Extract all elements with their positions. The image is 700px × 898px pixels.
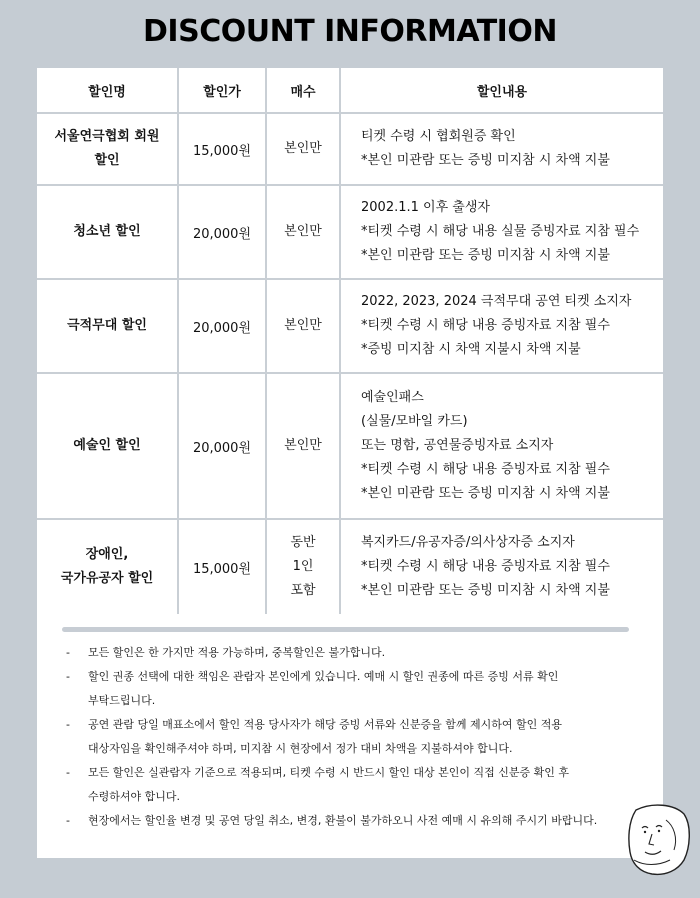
- table-row: [37, 185, 663, 279]
- details-line: 또는 명함, 공연물증빙자료 소지자: [361, 438, 554, 453]
- discount-price-cell: 15,000원: [178, 113, 266, 185]
- discount-name-line: 서울연극협회 회원: [54, 129, 160, 144]
- discount-name-line: 할인: [94, 153, 120, 168]
- discount-name-line: 국가유공자 할인: [60, 571, 154, 586]
- discount-details-cell: [340, 113, 663, 185]
- discount-price-cell: 20,000원: [178, 279, 266, 373]
- table-row: [37, 113, 663, 185]
- table-header-row: [37, 68, 663, 113]
- details-line: *본인 미관람 또는 증빙 미지참 시 차액 지불: [361, 248, 610, 263]
- quantity-cell: [266, 185, 340, 279]
- details-line: *본인 미관람 또는 증빙 미지참 시 차액 지불: [361, 583, 610, 598]
- page-title: DISCOUNT INFORMATION: [143, 14, 557, 49]
- list-item: [58, 809, 638, 833]
- quantity-line: 본인만: [284, 141, 322, 156]
- details-line: *증빙 미지참 시 차액 지불시 차액 지불: [361, 342, 581, 357]
- details-line: *티켓 수령 시 해당 내용 증빙자료 지참 필수: [361, 462, 610, 477]
- discount-details-cell: [340, 185, 663, 279]
- discount-name-cell: [37, 113, 178, 185]
- quantity-line: 본인만: [284, 224, 322, 239]
- quantity-line: 본인만: [284, 438, 322, 453]
- discount-details-cell: [340, 373, 663, 519]
- discount-price-cell: 20,000원: [178, 185, 266, 279]
- discount-name-cell: [37, 279, 178, 373]
- details-line: 예술인패스: [361, 390, 424, 405]
- note-line: 공연 관람 당일 매표소에서 할인 적용 당사자가 해당 증빙 서류와 신분증을 함께 제시하여 할인 적용: [88, 718, 562, 731]
- face-doodle-icon: [622, 800, 694, 878]
- discount-details-cell: [340, 519, 663, 614]
- discount-table: [37, 68, 663, 614]
- quantity-cell: [266, 113, 340, 185]
- bullet-dash: -: [66, 814, 70, 827]
- note-line: 대상자임을 확인해주셔야 하며, 미지참 시 현장에서 정가 대비 차액을 지불하셔야 합니다.: [88, 742, 513, 755]
- details-line: 2002.1.1 이후 출생자: [361, 200, 490, 215]
- discount-name-line: 예술인 할인: [73, 438, 141, 453]
- details-line: 2022, 2023, 2024 극적무대 공연 티켓 소지자: [361, 294, 632, 309]
- note-line: 모든 할인은 한 가지만 적용 가능하며, 중복할인은 불가합니다.: [88, 646, 386, 659]
- bullet-dash: -: [66, 670, 70, 683]
- quantity-line: 동반: [290, 535, 316, 550]
- note-line: 현장에서는 할인율 변경 및 공연 당일 취소, 변경, 환불이 불가하오니 사전 예매 시 유의해 주시기 바랍니다.: [88, 814, 598, 827]
- details-line: 티켓 수령 시 협회원증 확인: [361, 129, 516, 144]
- discount-price-cell: 15,000원: [178, 519, 266, 614]
- list-item: [58, 641, 638, 665]
- header-discount-name: 할인명: [37, 68, 178, 113]
- list-item: [58, 713, 638, 761]
- table-row: [37, 279, 663, 373]
- quantity-line: 포함: [290, 583, 316, 598]
- quantity-cell: [266, 519, 340, 614]
- discount-price-cell: 20,000원: [178, 373, 266, 519]
- quantity-cell: [266, 279, 340, 373]
- note-line: 수령하셔야 합니다.: [88, 790, 181, 803]
- list-item: [58, 665, 638, 713]
- discount-name-line: 극적무대 할인: [67, 318, 147, 333]
- discount-name-cell: [37, 519, 178, 614]
- note-line: 부탁드립니다.: [88, 694, 156, 707]
- details-line: *티켓 수령 시 해당 내용 증빙자료 지참 필수: [361, 559, 610, 574]
- list-item: [58, 761, 638, 809]
- details-line: *티켓 수령 시 해당 내용 실물 증빙자료 지참 필수: [361, 224, 640, 239]
- bullet-dash: -: [66, 718, 70, 731]
- discount-name-cell: [37, 373, 178, 519]
- discount-name-cell: [37, 185, 178, 279]
- notes-list: [58, 641, 638, 833]
- details-line: (실물/모바일 카드): [361, 414, 468, 429]
- details-line: *티켓 수령 시 해당 내용 증빙자료 지참 필수: [361, 318, 610, 333]
- details-line: 복지카드/유공자증/의사상자증 소지자: [361, 535, 575, 550]
- discount-details-cell: [340, 279, 663, 373]
- quantity-line: 1인: [292, 559, 314, 574]
- discount-name-line: 장애인,: [85, 547, 129, 562]
- quantity-cell: [266, 373, 340, 519]
- note-line: 할인 권종 선택에 대한 책임은 관람자 본인에게 있습니다. 예매 시 할인 권종에 따른 증빙 서류 확인: [88, 670, 559, 683]
- header-discount-details: 할인내용: [340, 68, 663, 113]
- section-divider: [62, 627, 629, 632]
- quantity-line: 본인만: [284, 318, 322, 333]
- header-discount-price: 할인가: [178, 68, 266, 113]
- table-row: [37, 519, 663, 614]
- bullet-dash: -: [66, 766, 70, 779]
- bullet-dash: -: [66, 646, 70, 659]
- table-row: [37, 373, 663, 519]
- details-line: *본인 미관람 또는 증빙 미지참 시 차액 지불: [361, 153, 610, 168]
- header-quantity: 매수: [266, 68, 340, 113]
- details-line: *본인 미관람 또는 증빙 미지참 시 차액 지불: [361, 486, 610, 501]
- discount-name-line: 청소년 할인: [73, 224, 141, 239]
- note-line: 모든 할인은 실관람자 기준으로 적용되며, 티켓 수령 시 반드시 할인 대상 본인이 직접 신분증 확인 후: [88, 766, 569, 779]
